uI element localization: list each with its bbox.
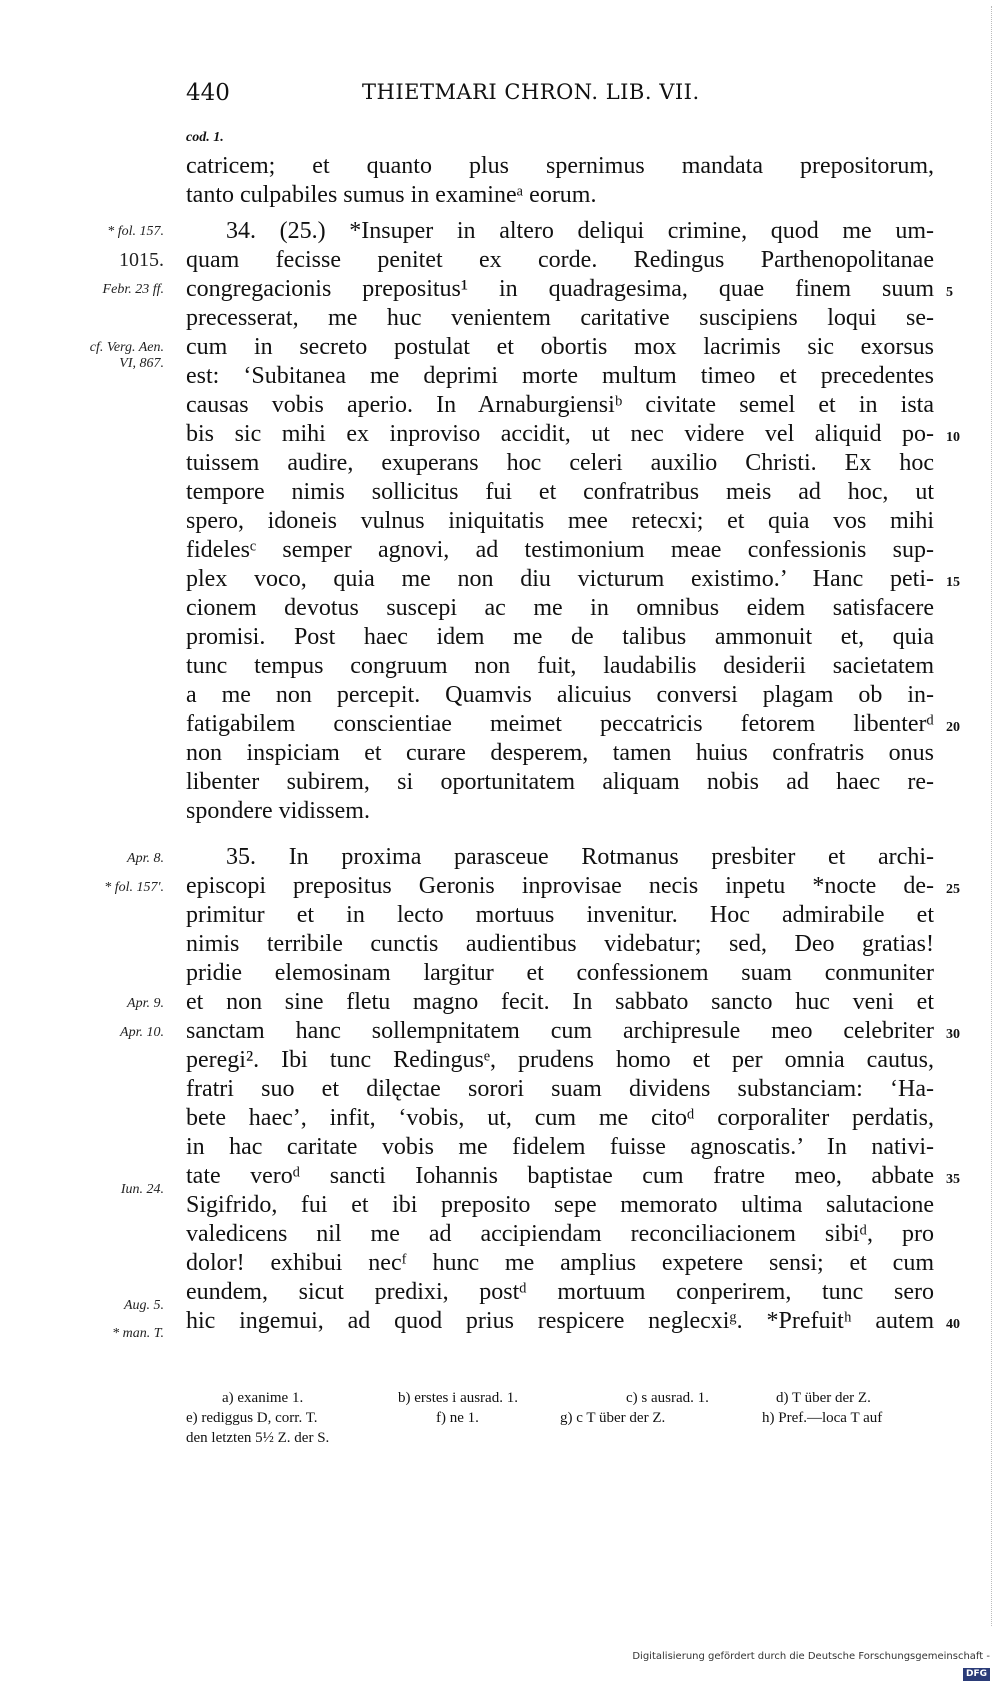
text-line: cionem devotus suscepi ac me in omnibus eidem satisfacere — [186, 595, 934, 621]
line-number: 15 — [946, 575, 960, 590]
text-line: est: ‘Subitanea me deprimi morte multum timeo et precedentes — [186, 363, 934, 389]
text-line: primitur et in lecto mortuus invenitur. Hoc admirabile et — [186, 902, 934, 928]
running-head — [186, 80, 746, 110]
text-line: fidelesᶜ semper agnovi, ad testimonium meae confessionis sup- — [186, 537, 934, 563]
text-line: eundem, sicut predixi, postᵈ mortuum conperirem, tunc sero — [186, 1279, 934, 1305]
footnote-f: f) ne 1. — [436, 1410, 479, 1426]
footnotes — [186, 1388, 936, 1448]
text-line: tempore nimis sollicitus fui et confratribus meis ad hoc, ut — [186, 479, 934, 505]
footnote-g: g) c T über der Z. — [560, 1410, 666, 1426]
margin-note-date: Apr. 9. — [127, 996, 164, 1011]
margin-note-folio: * fol. 157. — [107, 224, 164, 239]
text-line: dolor! exhibui necᶠ hunc me amplius expetere sensi; et cum — [186, 1250, 934, 1276]
codex-label: cod. 1. — [186, 130, 224, 145]
footnote-line — [186, 1408, 936, 1428]
text-line: congregacionis prepositus¹ in quadragesima, quae finem suum — [186, 276, 934, 302]
text-line: tunc tempus congruum non fuit, laudabilis desiderii sacietatem — [186, 653, 934, 679]
footnote-d: d) T über der Z. — [776, 1390, 871, 1406]
line-number: 10 — [946, 430, 960, 445]
text-line: Sigifrido, fui et ibi preposito sepe memorato ultima salutacione — [186, 1192, 934, 1218]
text-line: tate veroᵈ sancti Iohannis baptistae cum fratre meo, abbate — [186, 1163, 934, 1189]
text-line: bete haec’, infit, ‘vobis, ut, cum me citoᵈ corporaliter perdatis, — [186, 1105, 934, 1131]
text-line: episcopi prepositus Geronis inprovisae necis inpetu *nocte de- — [186, 873, 934, 899]
footnote-line — [186, 1388, 936, 1408]
text-line: fatigabilem conscientiae meimet peccatricis fetorem libenterᵈ — [186, 711, 934, 737]
text-line: plex voco, quia me non diu victurum existimo.’ Hanc peti- — [186, 566, 934, 592]
page-number: 440 — [186, 80, 230, 106]
text-line: quam fecisse penitet ex corde. Redingus Parthenopolitanae — [186, 247, 934, 273]
line-number: 5 — [946, 285, 953, 300]
text-line: catricem; et quanto plus spernimus mandata prepositorum, — [186, 153, 934, 179]
text-line: tanto culpabiles sumus in examineᵃ eorum. — [186, 182, 597, 208]
text-line: fratri suo et dilęctae sorori suam dividens substanciam: ‘Ha- — [186, 1076, 934, 1102]
margin-note-date: Febr. 23 ff. — [102, 282, 164, 297]
text-line: et non sine fletu magno fecit. In sabbato sancto huc veni et — [186, 989, 934, 1015]
text-line: sanctam hanc sollempnitatem cum archipresule meo celebriter — [186, 1018, 934, 1044]
text-line: hic ingemui, ad quod prius respicere neglecxiᵍ. *Prefuitʰ autem — [186, 1308, 934, 1334]
digitization-credit — [600, 1648, 990, 1679]
text-line: causas vobis aperio. In Arnaburgiensiᵇ civitate semel et in ista — [186, 392, 934, 418]
text-line: bis sic mihi ex inproviso accidit, ut nec videre vel aliquid po- — [186, 421, 934, 447]
line-number: 20 — [946, 720, 960, 735]
margin-note-date: Apr. 8. — [127, 851, 164, 866]
text-line: pridie elemosinam largitur et confessionem suam conmuniter — [186, 960, 934, 986]
footnote-line — [186, 1428, 936, 1448]
text-line: spondere vidissem. — [186, 798, 370, 824]
margin-note-citation: cf. Verg. Aen. — [89, 340, 164, 355]
footnote-h: h) Pref.—loca T auf — [762, 1410, 883, 1426]
text-line: a me non percepit. Quamvis alicuius conversi plagam ob in- — [186, 682, 934, 708]
line-number: 40 — [946, 1317, 960, 1332]
footnote-a: a) exanime 1. — [222, 1390, 304, 1406]
margin-note-citation: VI, 867. — [119, 356, 164, 371]
text-line: cum in secreto postulat et obortis mox lacrimis sic exorsus — [186, 334, 934, 360]
running-title: THIETMARI CHRON. LIB. VII. — [362, 80, 700, 104]
footnote-c: c) s ausrad. 1. — [626, 1390, 709, 1406]
margin-note-date: Iun. 24. — [120, 1182, 164, 1197]
page-edge-divider — [991, 6, 992, 1626]
text-line: 35. In proxima parasceue Rotmanus presbiter et archi- — [226, 844, 934, 870]
line-number: 25 — [946, 882, 960, 897]
footnote-e: e) rediggus D, corr. T. — [186, 1410, 318, 1426]
text-line: spero, idoneis vulnus iniquitatis mee retecxi; et quia vos mihi — [186, 508, 934, 534]
margin-note-folio: * fol. 157'. — [104, 880, 164, 895]
line-number: 30 — [946, 1027, 960, 1042]
footnote-h-continued: den letzten 5½ Z. der S. — [186, 1430, 330, 1446]
dfg-logo: DFG — [963, 1668, 990, 1681]
text-line: nimis terribile cunctis audientibus videbatur; sed, Deo gratias! — [186, 931, 934, 957]
text-line: tuissem audire, exuperans hoc celeri auxilio Christi. Ex hoc — [186, 450, 934, 476]
text-line: promisi. Post haec idem me de talibus ammonuit et, quia — [186, 624, 934, 650]
margin-note-date: Apr. 10. — [120, 1025, 164, 1040]
margin-note-hand: * man. T. — [112, 1326, 164, 1341]
text-line: 34. (25.) *Insuper in altero deliqui crimine, quod me um- — [226, 218, 934, 244]
margin-note-year: 1015. — [119, 249, 164, 271]
line-number: 35 — [946, 1172, 960, 1187]
text-line: in hac caritate vobis me fidelem fuisse agnoscatis.’ In nativi- — [186, 1134, 934, 1160]
text-line: valedicens nil me ad accipiendam reconciliacionem sibiᵈ, pro — [186, 1221, 934, 1247]
credit-text: Digitalisierung gefördert durch die Deutsche Forschungsgemeinschaft - — [632, 1651, 990, 1662]
footnote-b: b) erstes i ausrad. 1. — [398, 1390, 518, 1406]
text-line: non inspiciam et curare desperem, tamen huius confratris onus — [186, 740, 934, 766]
margin-note-date: Aug. 5. — [123, 1298, 164, 1313]
text-line: precesserat, me huc venientem caritative suscipiens loqui se- — [186, 305, 934, 331]
text-line: libenter subirem, si oportunitatem aliquam nobis ad haec re- — [186, 769, 934, 795]
text-line: peregi². Ibi tunc Redingusᵉ, prudens homo et per omnia cautus, — [186, 1047, 934, 1073]
